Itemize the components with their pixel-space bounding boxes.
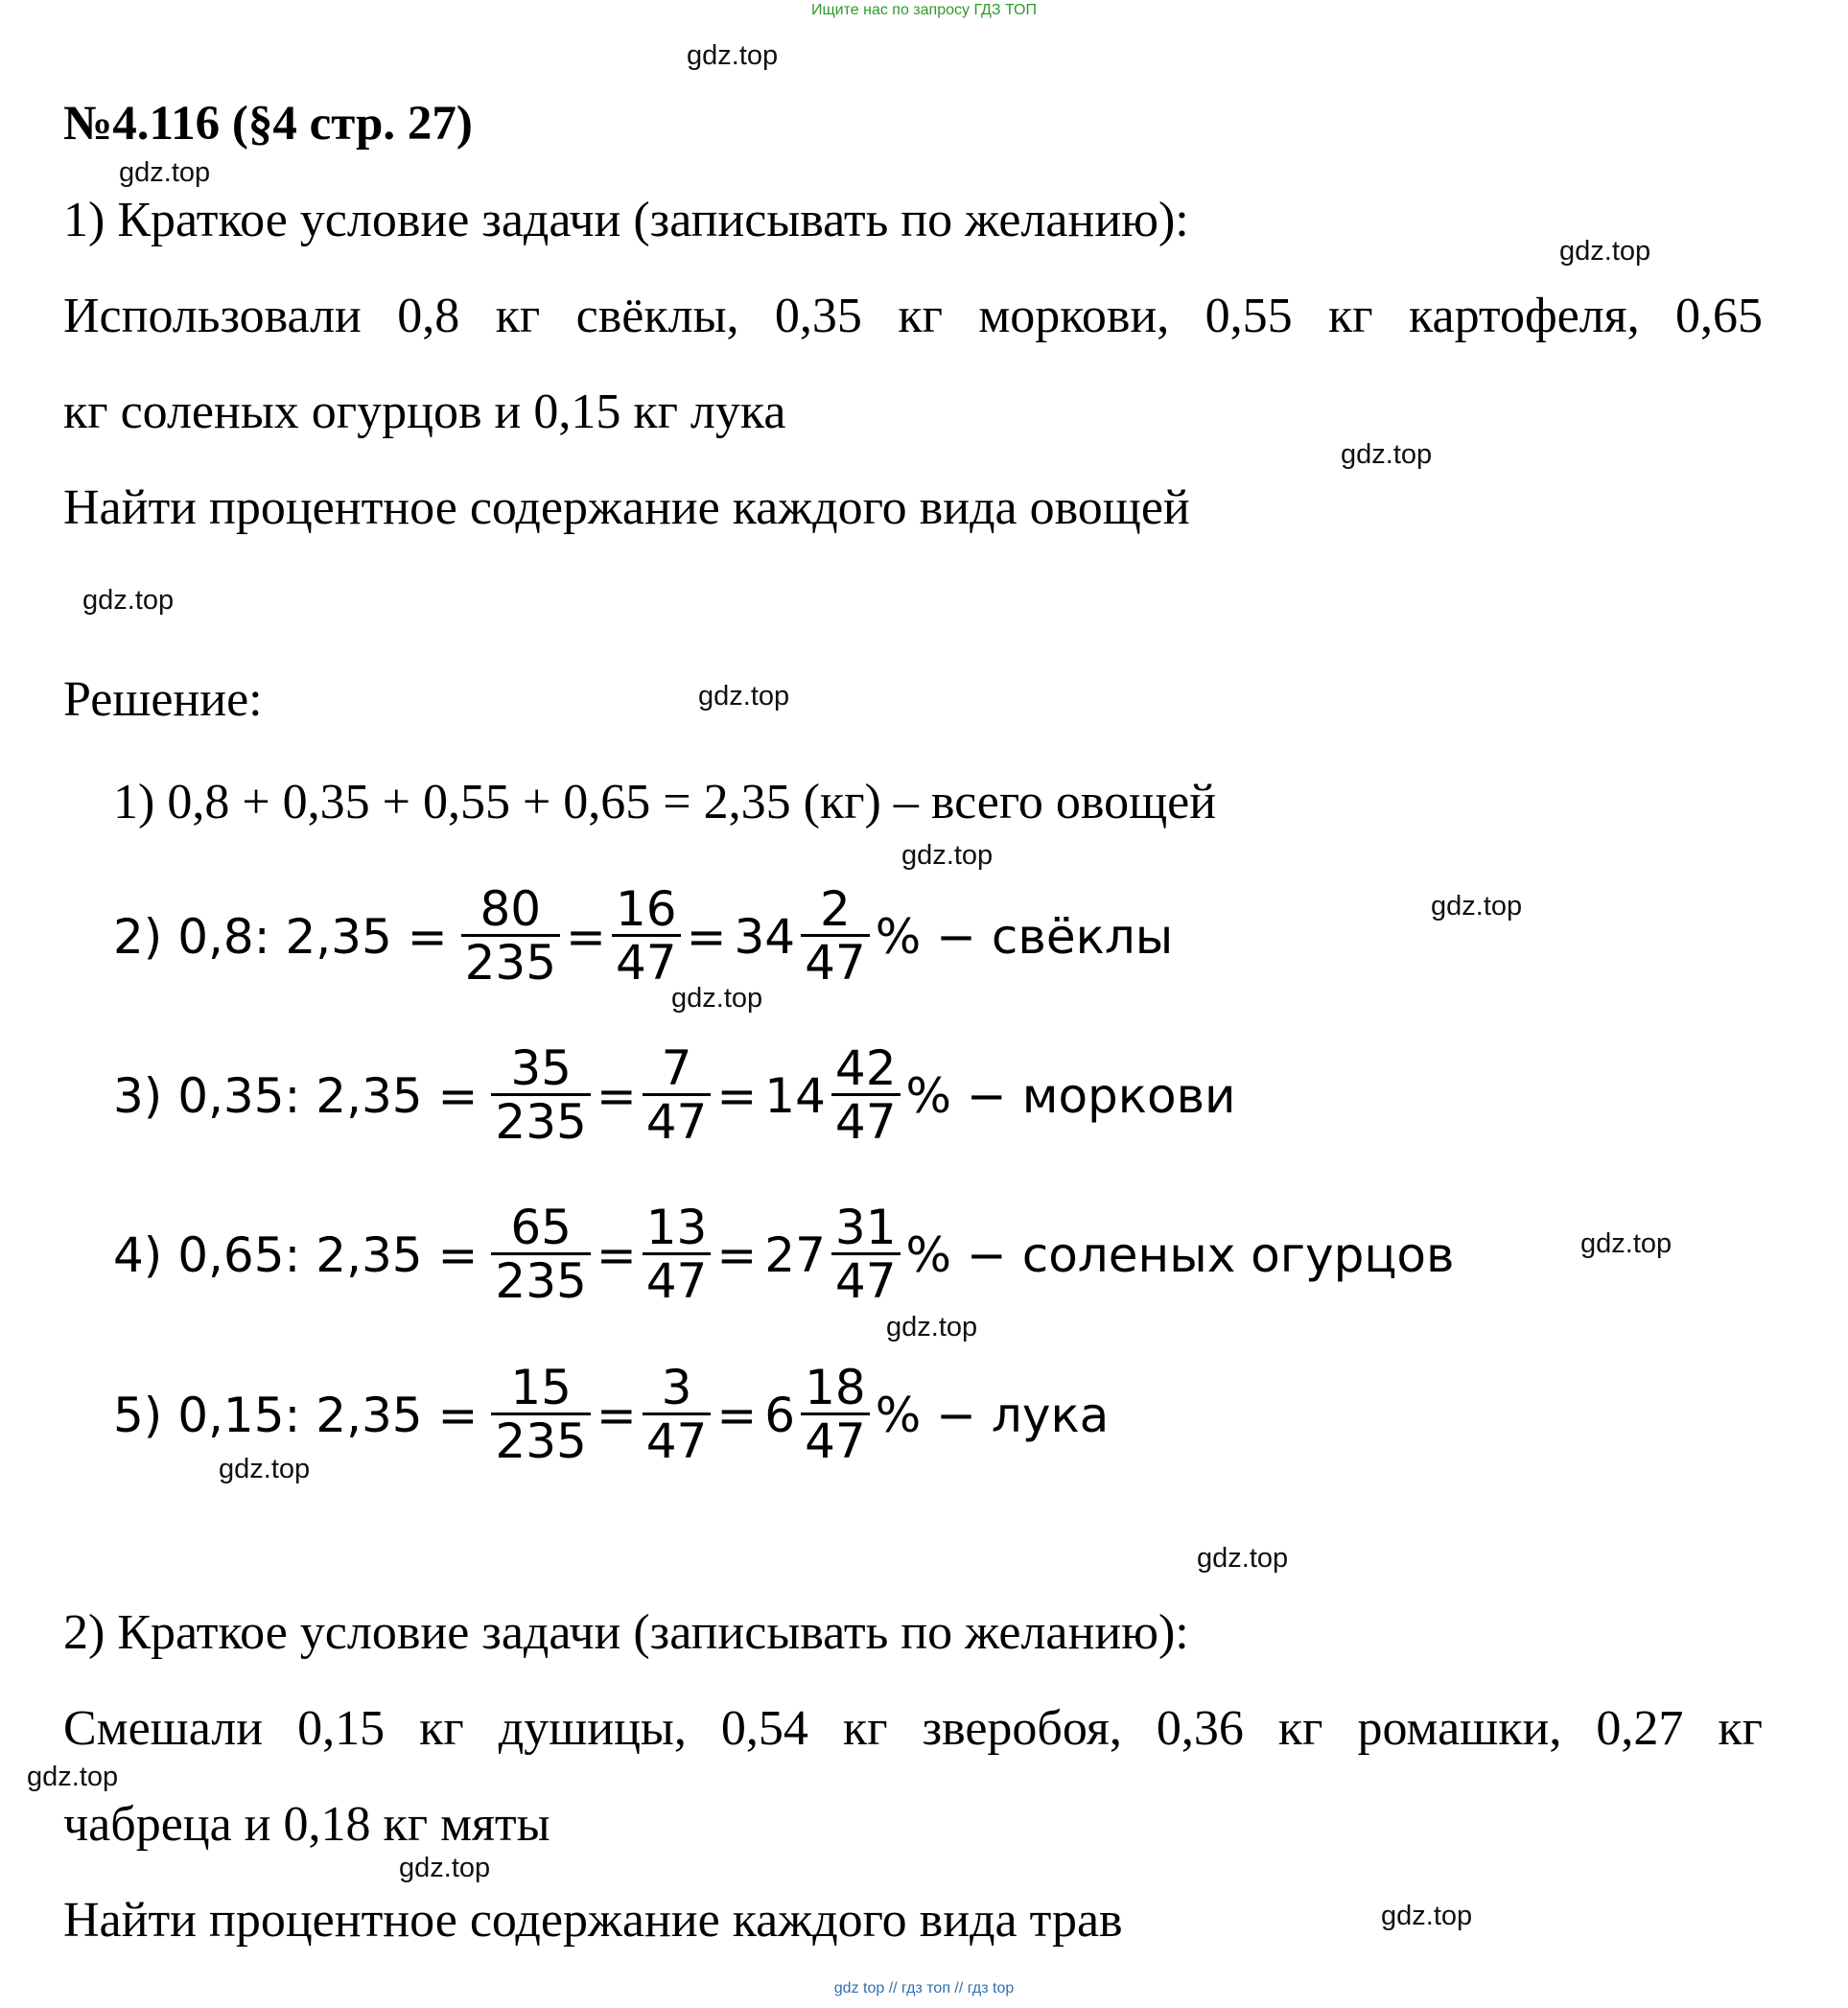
part1-condition-line1: Использовали 0,8 кг свёклы, 0,35 кг моркови, 0,55 кг картофеля, 0,65: [63, 289, 1763, 343]
fraction: $\frac{80}{235}$: [461, 884, 560, 991]
part1-condition-line2: кг соленых огурцов и 0,15 кг лука: [63, 385, 786, 439]
step-prefix: 2) 0,8: 2,35 =: [113, 909, 448, 965]
watermark: gdz.top: [671, 983, 763, 1014]
fraction: $\frac{65}{235}$: [491, 1202, 590, 1309]
watermark: gdz.top: [901, 840, 994, 871]
watermark: gdz.top: [886, 1312, 978, 1343]
equals-sign: =: [566, 909, 606, 965]
fraction: $\frac{13}{47}$: [643, 1202, 712, 1309]
watermark: gdz.top: [687, 40, 779, 71]
watermark: gdz.top: [1341, 439, 1433, 470]
watermark: gdz.top: [1431, 891, 1523, 922]
watermark: gdz.top: [219, 1454, 311, 1484]
fraction: $\frac{18}{47}$: [801, 1363, 870, 1469]
whole-part: 14: [764, 1068, 826, 1124]
equals-sign: =: [716, 1068, 758, 1124]
problem-title: №4.116 (§4 стр. 27): [63, 97, 473, 151]
equals-sign: =: [596, 1227, 637, 1283]
watermark: gdz.top: [1197, 1543, 1289, 1574]
watermark: gdz.top: [1381, 1901, 1473, 1931]
part2-condition-line2: чабреца и 0,18 кг мяты: [63, 1797, 550, 1852]
watermark: gdz.top: [1559, 236, 1651, 267]
whole-part: 27: [764, 1227, 826, 1283]
step-3: [113, 1010, 1236, 1182]
watermark: gdz.top: [399, 1853, 491, 1883]
equals-sign: =: [716, 1227, 758, 1283]
equals-sign: =: [596, 1068, 637, 1124]
step-suffix: % − свёклы: [875, 909, 1174, 965]
fraction: $\frac{31}{47}$: [831, 1202, 901, 1309]
step-prefix: 4) 0,65: 2,35 =: [113, 1227, 479, 1283]
equals-sign: =: [716, 1388, 758, 1443]
fraction: $\frac{15}{235}$: [491, 1363, 590, 1469]
equals-sign: =: [596, 1388, 637, 1443]
fraction: $\frac{2}{47}$: [801, 884, 870, 991]
search-hint: Ищите нас по запросу ГДЗ ТОП: [811, 2, 1037, 18]
step-suffix: % − соленых огурцов: [905, 1227, 1455, 1283]
step-4: [113, 1169, 1454, 1342]
fraction: $\frac{7}{47}$: [643, 1043, 712, 1150]
step-suffix: % − моркови: [905, 1068, 1236, 1124]
fraction: $\frac{16}{47}$: [612, 884, 681, 991]
equals-sign: =: [686, 909, 727, 965]
solution-label: Решение:: [63, 672, 263, 727]
part2-question: Найти процентное содержание каждого вида трав: [63, 1893, 1123, 1948]
whole-part: 34: [734, 909, 796, 965]
step-1: 1) 0,8 + 0,35 + 0,55 + 0,65 = 2,35 (кг) – всего овощей: [113, 774, 1217, 829]
watermark: gdz.top: [698, 681, 790, 712]
part1-heading: 1) Краткое условие задачи (записывать по желанию):: [63, 193, 1189, 247]
step-prefix: 5) 0,15: 2,35 =: [113, 1388, 479, 1443]
fraction: $\frac{3}{47}$: [643, 1363, 712, 1469]
watermark: gdz.top: [27, 1762, 119, 1792]
watermark: gdz.top: [1580, 1228, 1673, 1259]
step-prefix: 3) 0,35: 2,35 =: [113, 1068, 479, 1124]
part2-condition-line1: Смешали 0,15 кг душицы, 0,54 кг зверобоя, 0,36 кг ромашки, 0,27 кг: [63, 1701, 1763, 1756]
watermark: gdz.top: [82, 585, 175, 616]
step-2: [113, 851, 1173, 1023]
watermark: gdz.top: [119, 157, 211, 188]
fraction: $\frac{35}{235}$: [491, 1043, 590, 1150]
fraction: $\frac{42}{47}$: [831, 1043, 901, 1150]
part2-heading: 2) Краткое условие задачи (записывать по желанию):: [63, 1605, 1189, 1660]
part1-question: Найти процентное содержание каждого вида овощей: [63, 480, 1190, 535]
footer-note: gdz top // гдз топ // гдз top: [833, 1980, 1015, 1996]
whole-part: 6: [764, 1388, 796, 1443]
step-suffix: % − лука: [875, 1388, 1110, 1443]
